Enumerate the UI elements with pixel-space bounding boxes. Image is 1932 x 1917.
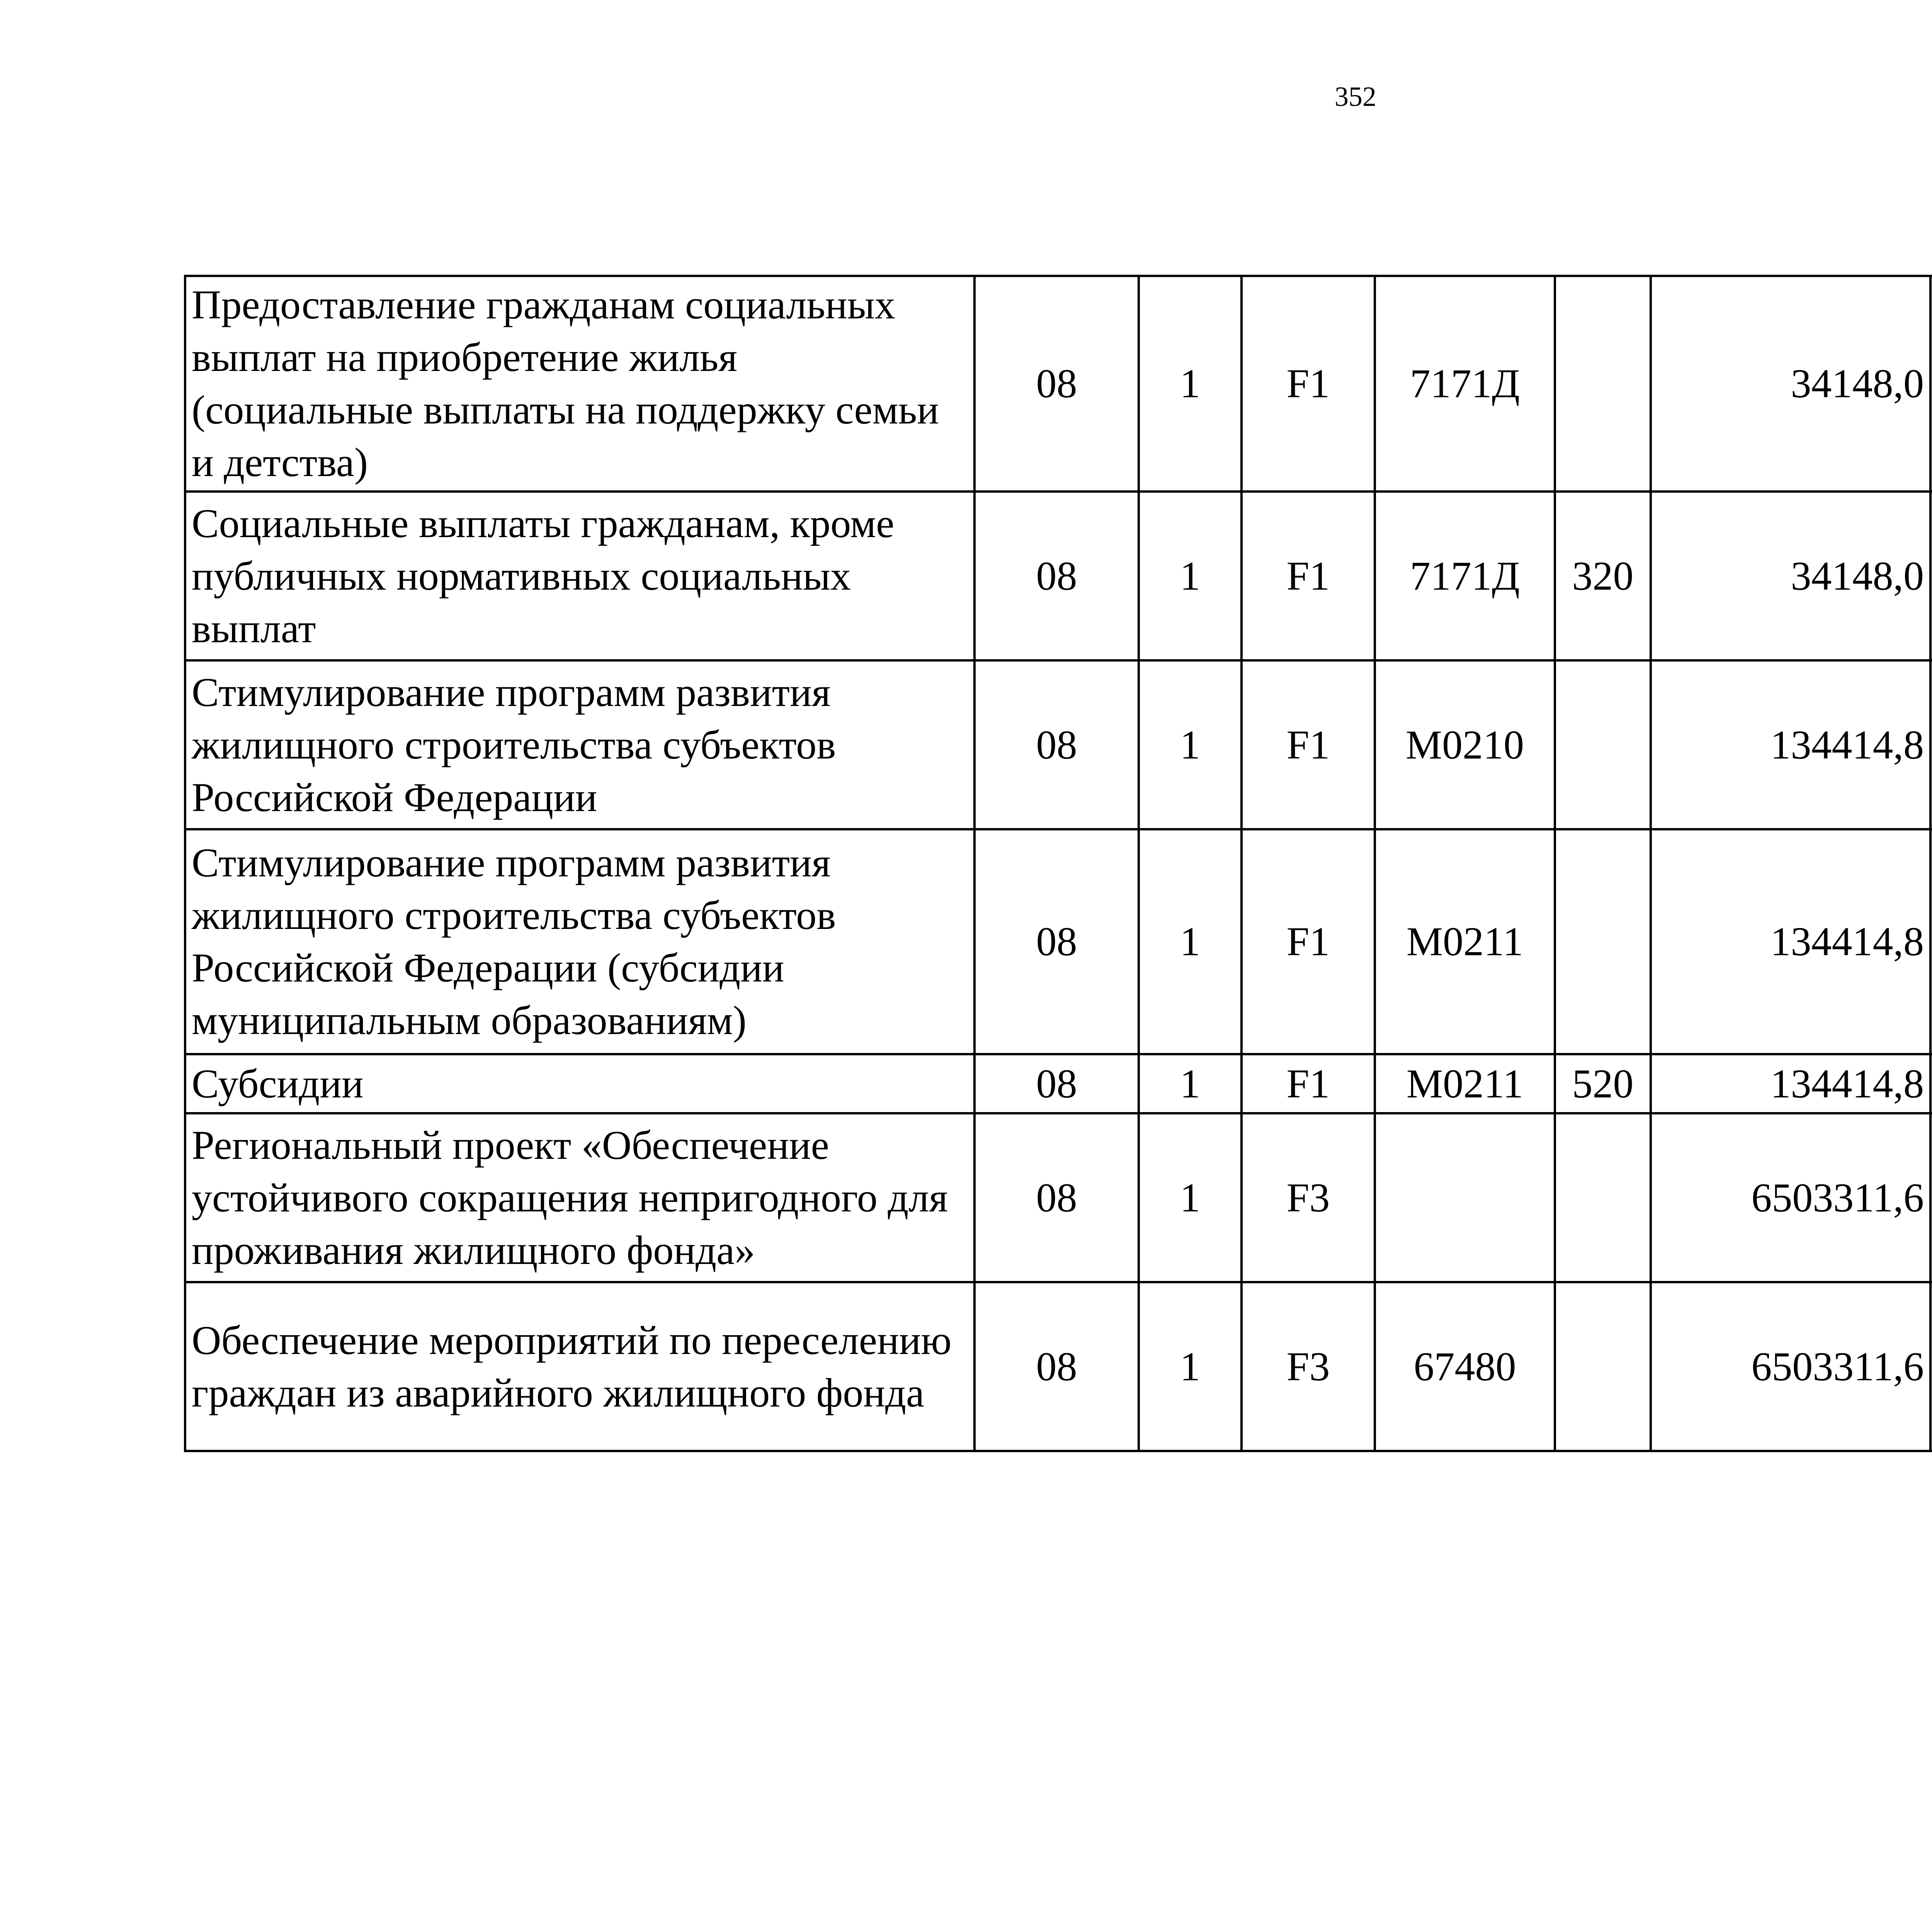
row-expense-type [1555,660,1651,829]
table-row [185,1054,1932,1113]
row-target-code: 7171Д [1375,492,1555,660]
row-section-code: 08 [975,660,1139,829]
row-section-code: 08 [975,1282,1139,1451]
row-amount-1: 34148,0 [1651,492,1930,660]
row-expense-type [1555,1282,1651,1451]
row-name: Субсидии [185,1054,975,1113]
row-expense-type: 320 [1555,492,1651,660]
row-project-code: F1 [1242,829,1375,1054]
row-expense-type [1555,276,1651,492]
row-program-code: 1 [1139,1054,1242,1113]
row-amount-2 [1930,660,1932,829]
row-amount-1: 134414,8 [1651,829,1930,1054]
row-expense-type [1555,829,1651,1054]
row-name: Региональный проект «Обеспечение устойчивого сокращения непригодного для проживания жилищного фонда» [185,1113,975,1282]
row-amount-2 [1930,1113,1932,1282]
table-row [185,1282,1932,1451]
table-row [185,276,1932,492]
row-amount-1: 34148,0 [1651,276,1930,492]
row-project-code: F3 [1242,1282,1375,1451]
row-program-code: 1 [1139,829,1242,1054]
row-expense-type: 520 [1555,1054,1651,1113]
row-name: Предоставление гражданам социальных выплат на приобретение жилья (социальные выплаты на поддержку семьи и детства) [185,276,975,492]
table-row [185,1113,1932,1282]
row-name: Стимулирование программ развития жилищного строительства субъектов Российской Федерации (субсидии муниципальным образованиям) [185,829,975,1054]
row-amount-2 [1930,276,1932,492]
row-project-code: F1 [1242,492,1375,660]
row-expense-type [1555,1113,1651,1282]
row-section-code: 08 [975,1113,1139,1282]
table-row [185,492,1932,660]
row-target-code: 67480 [1375,1282,1555,1451]
row-program-code: 1 [1139,276,1242,492]
row-program-code: 1 [1139,660,1242,829]
row-program-code: 1 [1139,492,1242,660]
row-amount-1: 6503311,6 [1651,1282,1930,1451]
row-program-code: 1 [1139,1282,1242,1451]
row-project-code: F3 [1242,1113,1375,1282]
row-amount-1: 134414,8 [1651,660,1930,829]
row-amount-2 [1930,829,1932,1054]
budget-table [184,275,1932,1452]
row-target-code: 7171Д [1375,276,1555,492]
row-amount-2 [1930,1054,1932,1113]
row-amount-2 [1930,1282,1932,1451]
row-target-code: М0211 [1375,1054,1555,1113]
row-amount-2 [1930,492,1932,660]
row-section-code: 08 [975,492,1139,660]
row-project-code: F1 [1242,660,1375,829]
row-target-code: М0210 [1375,660,1555,829]
row-section-code: 08 [975,276,1139,492]
row-amount-1: 134414,8 [1651,1054,1930,1113]
row-name: Обеспечение мероприятий по переселению граждан из аварийного жилищного фонда [185,1282,975,1451]
row-project-code: F1 [1242,1054,1375,1113]
row-section-code: 08 [975,829,1139,1054]
table-row [185,829,1932,1054]
row-project-code: F1 [1242,276,1375,492]
row-amount-1: 6503311,6 [1651,1113,1930,1282]
row-name: Стимулирование программ развития жилищного строительства субъектов Российской Федерации [185,660,975,829]
row-section-code: 08 [975,1054,1139,1113]
row-program-code: 1 [1139,1113,1242,1282]
page-number: 352 [1335,81,1376,112]
row-target-code [1375,1113,1555,1282]
row-target-code: М0211 [1375,829,1555,1054]
table-row [185,660,1932,829]
row-name: Социальные выплаты гражданам, кроме публичных нормативных социальных выплат [185,492,975,660]
